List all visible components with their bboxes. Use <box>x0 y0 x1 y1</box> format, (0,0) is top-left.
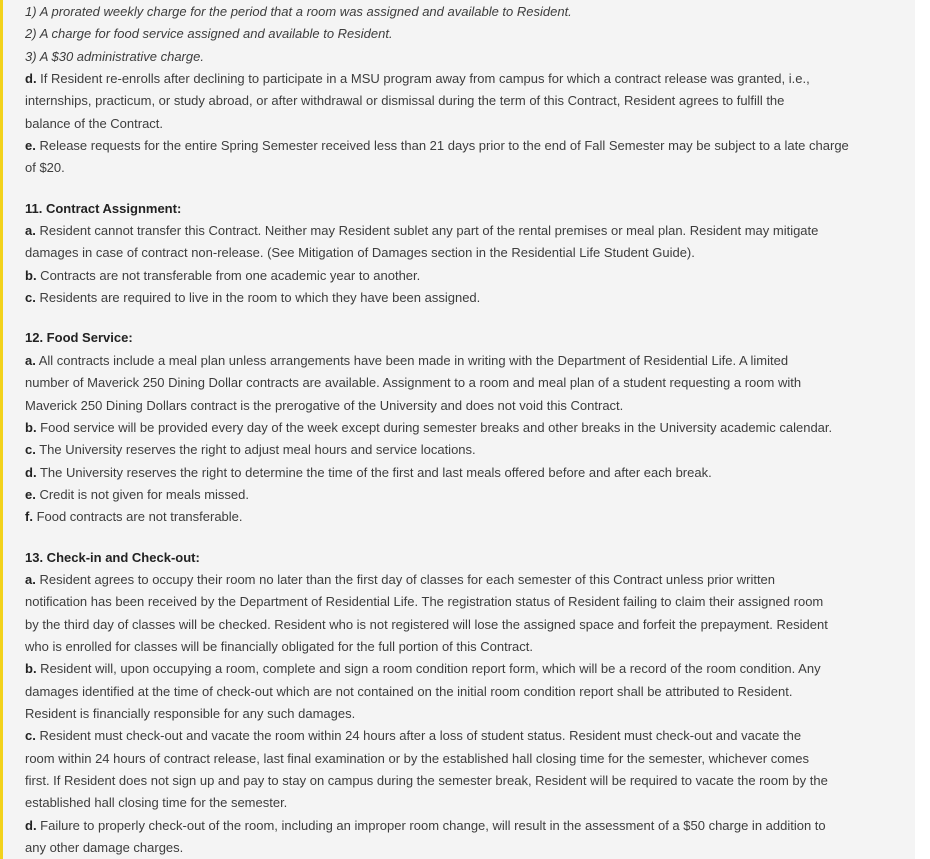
section-spacer <box>25 180 915 198</box>
s13-b-text-2: damages identified at the time of check-out which are not contained on the initial room condition report shall be attributed to Resident. <box>25 683 793 699</box>
s12-c-text-1: The University reserves the right to adjust meal hours and service locations. <box>35 442 476 458</box>
s12-item-e <box>25 484 915 506</box>
s12-c-label: c. <box>25 442 36 458</box>
s13-b-text-3: Resident is financially responsible for any such damages. <box>25 705 356 721</box>
s12-a-text-2: number of Maverick 250 Dining Dollar contracts are available. Assignment to a room and meal plan of a student requesting a room with <box>25 375 802 391</box>
s11-item-c <box>25 287 915 309</box>
s13-c-text-4: established hall closing time for the semester. <box>25 795 288 811</box>
s10-e-text-2: of $20. <box>25 160 65 176</box>
s13-a-text-4: who is enrolled for classes will be financially obligated for the full portion of this Contract. <box>25 638 533 654</box>
s11-a-label: a. <box>25 223 36 239</box>
s10-e-text-1: Release requests for the entire Spring Semester received less than 21 days prior to the end of Fall Semester may be subject to a late charge <box>35 138 849 154</box>
s13-a-text-3: by the third day of classes will be checked. Resident who is not registered will lose the assigned space and forfeit the prepayment. Resident <box>25 616 828 632</box>
s11-a-text-1: Resident cannot transfer this Contract. Neither may Resident sublet any part of the rental premises or meal plan. Resident may mitigate <box>35 223 819 239</box>
intro-item-1: 1) A prorated weekly charge for the period that a room was assigned and available to Resident. <box>25 4 572 19</box>
s13-b-text-1: Resident will, upon occupying a room, complete and sign a room condition report form, which will be a record of the room condition. Any <box>36 661 821 677</box>
s12-a-text-1: All contracts include a meal plan unless arrangements have been made in writing with the Department of Residential Life. A limited <box>35 352 789 368</box>
s13-d-label: d. <box>25 817 37 833</box>
s12-d-label: d. <box>25 464 37 480</box>
s12-item-d <box>25 462 915 484</box>
s13-c-text-1: Resident must check-out and vacate the room within 24 hours after a loss of student status. Resident must check-out and vacate the <box>35 728 802 744</box>
s12-a-label: a. <box>25 352 36 368</box>
s13-a-text-1: Resident agrees to occupy their room no later than the first day of classes for each semester of this Contract unless prior written <box>35 571 776 587</box>
s10-d-label: d. <box>25 71 37 87</box>
s13-heading: 13. Check-in and Check-out: <box>25 549 200 565</box>
s10-item-d <box>25 68 915 90</box>
s11-b-text-1: Contracts are not transferable from one academic year to another. <box>36 267 421 283</box>
s11-c-text-1: Residents are required to live in the room to which they have been assigned. <box>35 290 481 306</box>
s12-heading: 12. Food Service: <box>25 330 133 346</box>
s11-item-a <box>25 220 915 242</box>
s10-e-label: e. <box>25 138 36 154</box>
s12-e-label: e. <box>25 486 36 502</box>
s11-b-label: b. <box>25 267 37 283</box>
section-spacer <box>25 309 915 327</box>
s12-f-text-1: Food contracts are not transferable. <box>32 509 243 525</box>
intro-item-3: 3) A $30 administrative charge. <box>25 48 204 64</box>
s10-d-text-3: balance of the Contract. <box>25 115 164 131</box>
section-spacer <box>25 529 915 547</box>
s12-item-b <box>25 417 915 439</box>
intro-item-2: 2) A charge for food service assigned and available to Resident. <box>25 26 393 42</box>
s13-item-a <box>25 569 915 591</box>
s11-a-text-2: damages in case of contract non-release. (See Mitigation of Damages section in the Residential Life Student Guide). <box>25 245 695 261</box>
s13-c-text-2: room within 24 hours of contract release, last final examination or by the established hall closing time for the semester, whichever comes <box>25 750 809 766</box>
s13-item-b <box>25 658 915 680</box>
s11-item-b <box>25 265 915 287</box>
s13-b-label: b. <box>25 661 37 677</box>
s13-c-label: c. <box>25 728 36 744</box>
s13-a-label: a. <box>25 571 36 587</box>
s10-item-e <box>25 135 915 157</box>
s12-item-a <box>25 350 915 372</box>
s12-e-text-1: Credit is not given for meals missed. <box>35 486 249 502</box>
s12-a-text-3: Maverick 250 Dining Dollars contract is the prerogative of the University and does not void this Contract. <box>25 397 624 413</box>
s12-f-label: f. <box>25 509 33 525</box>
s13-item-c <box>25 725 915 747</box>
s11-c-label: c. <box>25 290 36 306</box>
s10-d-text-2: internships, practicum, or study abroad, or after withdrawal or dismissal during the term of this Contract, Resident agrees to fulfill the <box>25 93 785 109</box>
s12-b-text-1: Food service will be provided every day of the week except during semester breaks and other breaks in the University academic calendar. <box>36 419 833 435</box>
s13-d-text-1: Failure to properly check-out of the room, including an improper room change, will result in the assessment of a $50 charge in addition to <box>36 817 826 833</box>
s13-a-text-2: notification has been received by the Department of Residential Life. The registration status of Resident failing to claim their assigned room <box>25 594 824 610</box>
s12-d-text-1: The University reserves the right to determine the time of the first and last meals offered before and after each break. <box>36 464 712 480</box>
s11-heading: 11. Contract Assignment: <box>25 200 182 216</box>
s10-d-text-1: If Resident re-enrolls after declining to participate in a MSU program away from campus for which a contract release was granted, i.e., <box>36 71 810 87</box>
s13-c-text-3: first. If Resident does not sign up and pay to stay on campus during the semester break, Resident will be required to vacate the room by the <box>25 773 828 788</box>
s12-item-c <box>25 439 915 461</box>
s12-item-f <box>25 506 915 528</box>
s13-d-text-2: any other damage charges. <box>25 840 184 856</box>
s12-b-label: b. <box>25 419 37 435</box>
s13-item-d <box>25 815 915 837</box>
